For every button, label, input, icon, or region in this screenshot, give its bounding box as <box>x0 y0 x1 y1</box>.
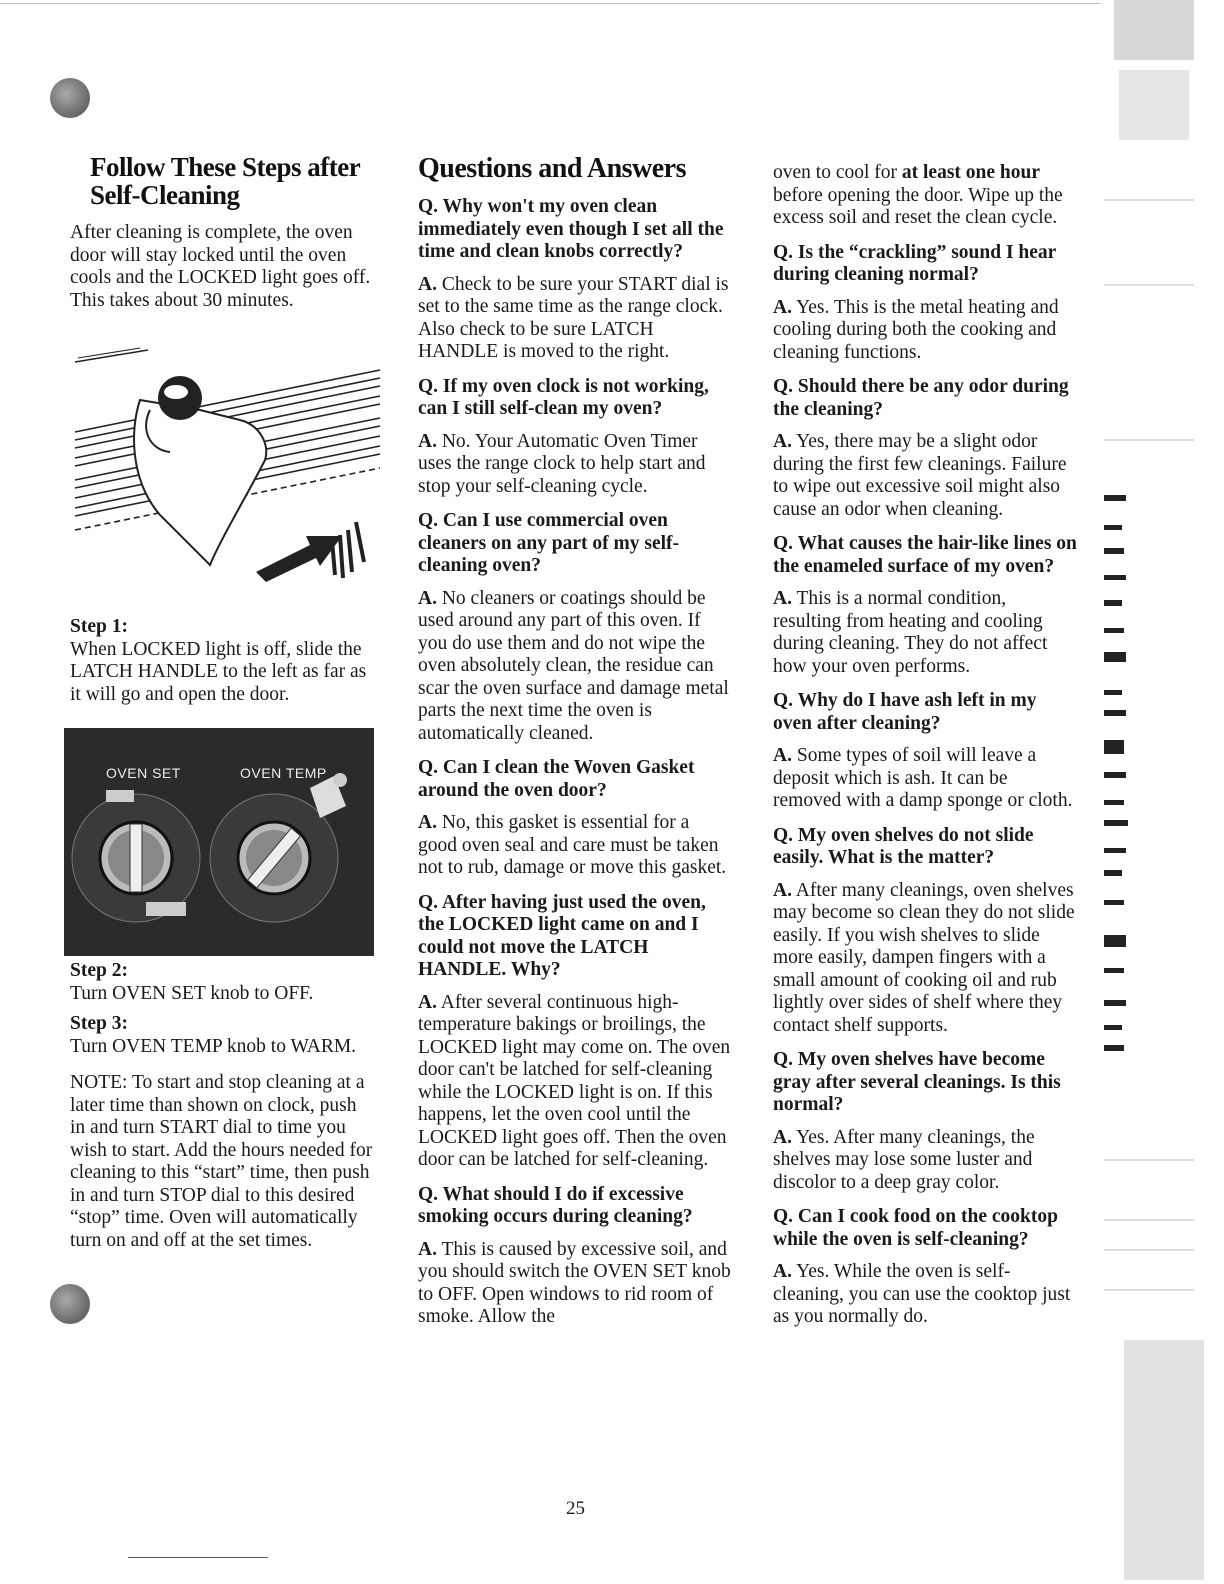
answer <box>418 1239 733 1329</box>
intro-text: After cleaning is complete, the oven door will stay locked until the oven cools and the LOCKED light goes off. This takes about 30 minutes. <box>70 222 371 311</box>
continued-text-bold: at least one hour <box>901 162 1041 183</box>
qa-heading: Questions and Answers <box>418 153 687 184</box>
page-top-rule <box>0 3 1100 4</box>
heading-line1: Follow These Steps after <box>90 152 361 182</box>
section-heading <box>90 153 360 209</box>
answer <box>418 588 733 746</box>
latch-handle-illustration <box>70 340 390 605</box>
question: Q. What should I do if excessive smoking occurs during cleaning? <box>418 1183 693 1227</box>
answer <box>773 588 1078 678</box>
answer <box>418 812 733 880</box>
answer <box>773 431 1078 521</box>
question: Q. My oven shelves do not slide easily. What is the matter? <box>773 824 1034 868</box>
continued-answer <box>773 162 1078 230</box>
answer-lead: A. <box>773 745 792 766</box>
step2-title: Step 2: <box>70 960 128 981</box>
answer-text: This is caused by excessive soil, and you should switch the OVEN SET knob to OFF. Open windows to rid room of smoke. Allow the <box>418 1238 731 1327</box>
oven-control-panel-photo <box>64 728 374 956</box>
qa-list-col2 <box>418 196 733 1329</box>
qa-item <box>773 1206 1078 1329</box>
answer-lead: A. <box>773 588 792 609</box>
answer <box>773 880 1078 1038</box>
qa-item <box>773 825 1078 1038</box>
answer-text: After several continuous high-temperature bakings or broilings, the LOCKED light may come on. The oven door can't be latched for self-cleaning while the LOCKED light is on. If this happens, let the oven cool until the LOCKED light goes off. Then the oven door can be latched for self-cleaning. <box>418 991 731 1170</box>
answer <box>418 431 733 499</box>
answer-lead: A. <box>418 587 437 609</box>
qa-item <box>773 1049 1078 1194</box>
step3 <box>70 1013 375 1058</box>
answer-lead: A. <box>418 430 437 452</box>
question: Q. If my oven clock is not working, can I still self-clean my oven? <box>418 375 709 419</box>
question: Q. Should there be any odor during the cleaning? <box>773 376 1069 420</box>
answer-lead: A. <box>418 991 437 1013</box>
continued-text-pre: oven to cool for <box>773 162 902 183</box>
question: Q. My oven shelves have become gray after several cleanings. Is this normal? <box>773 1049 1061 1115</box>
binder-hole-top <box>50 78 90 118</box>
question: Q. What causes the hair-like lines on the enameled surface of my oven? <box>773 533 1077 577</box>
qa-item <box>418 1184 733 1329</box>
qa-item <box>418 892 733 1172</box>
question: Q. Why do I have ash left in my oven after cleaning? <box>773 690 1037 734</box>
answer-text: Yes. After many cleanings, the shelves may lose some luster and discolor to a deep gray color. <box>773 1126 1035 1193</box>
answer <box>773 297 1078 365</box>
answer-text: No, this gasket is essential for a good oven seal and care must be taken not to rub, damage or move this gasket. <box>418 812 727 878</box>
qa-item <box>418 376 733 499</box>
answer-text: Yes. This is the metal heating and cooling during both the cooking and cleaning functions. <box>773 296 1059 363</box>
answer-text: Yes. While the oven is self-cleaning, you can use the cooktop just as you normally do. <box>773 1261 1071 1327</box>
qa-item <box>418 510 733 745</box>
answer-lead: A. <box>773 1126 792 1148</box>
oven-temp-label: OVEN TEMP <box>240 765 327 781</box>
step3-title: Step 3: <box>70 1013 128 1034</box>
answer-text: No cleaners or coatings should be used around any part of this oven. If you do use them and do not wipe the oven absolutely clean, the residue can scar the oven surface and damage metal parts the next time the oven is automatically cleaned. <box>418 587 729 744</box>
question: Q. Can I cook food on the cooktop while the oven is self-cleaning? <box>773 1206 1058 1250</box>
answer <box>418 992 733 1172</box>
note <box>70 1072 375 1252</box>
step3-text: Turn OVEN TEMP knob to WARM. <box>70 1035 357 1057</box>
answer-text: After many cleanings, oven shelves may become so clean they do not slide easily. If you wish shelves to slide more easily, dampen fingers with a small amount of cooking oil and rub lightly over sides of shelf where they contact shelf supports. <box>773 879 1075 1036</box>
answer-text: Some types of soil will leave a deposit which is ash. It can be removed with a damp sponge or cloth. <box>773 745 1073 811</box>
question: Q. After having just used the oven, the LOCKED light came on and I could not move the LATCH HANDLE. Why? <box>418 891 706 980</box>
answer-lead: A. <box>773 1261 792 1282</box>
continued-text-post: before opening the door. Wipe up the excess soil and reset the clean cycle. <box>773 184 1063 228</box>
binder-hole-bottom <box>50 1284 90 1324</box>
answer-text: Check to be sure your START dial is set to the same time as the range clock. Also check to be sure LATCH HANDLE is moved to the right. <box>418 273 729 362</box>
answer-text: No. Your Automatic Oven Timer uses the range clock to help start and stop your self-cleaning cycle. <box>418 430 706 497</box>
note-text: To start and stop cleaning at a later time than shown on clock, push in and turn START dial to time you wish to start. Add the hours needed for cleaning to this “start” time, then push in and turn STOP dial to this desired “stop” time. Oven will automatically turn on and off at the set times. <box>70 1072 373 1251</box>
step1-title: Step 1: <box>70 616 128 637</box>
heading-line2: Self-Cleaning <box>90 180 240 210</box>
step2 <box>70 960 375 1005</box>
qa-item <box>773 376 1078 521</box>
page-number: 25 <box>566 1498 585 1519</box>
question: Q. Why won't my oven clean immediately even though I set all the time and clean knobs correctly? <box>418 196 724 262</box>
answer-lead: A. <box>773 879 792 901</box>
answer <box>418 274 733 364</box>
answer-text: Yes, there may be a slight odor during the first few cleanings. Failure to wipe out excessive soil might also cause an odor when cleaning. <box>773 431 1067 520</box>
answer-text: This is a normal condition, resulting from heating and cooling during cleaning. They do not affect how your oven performs. <box>773 588 1048 677</box>
qa-list-col3 <box>773 162 1078 1329</box>
answer-lead: A. <box>418 273 437 295</box>
answer <box>773 1127 1078 1195</box>
step1-text: When LOCKED light is off, slide the LATCH HANDLE to the left as far as it will go and open the door. <box>70 638 367 705</box>
step2-text: Turn OVEN SET knob to OFF. <box>70 982 314 1004</box>
bottom-rule <box>128 1557 268 1558</box>
note-lead: NOTE: <box>70 1072 128 1093</box>
question: Q. Is the “crackling” sound I hear during cleaning normal? <box>773 241 1056 285</box>
answer-lead: A. <box>773 431 792 452</box>
question: Q. Can I clean the Woven Gasket around the oven door? <box>418 757 695 801</box>
qa-item <box>773 690 1078 813</box>
scan-edge-artifacts <box>1104 0 1224 1584</box>
answer <box>773 1261 1078 1329</box>
step1 <box>70 616 375 706</box>
qa-item <box>418 757 733 880</box>
answer-lead: A. <box>773 296 792 318</box>
answer-lead: A. <box>418 812 437 833</box>
qa-item <box>418 196 733 364</box>
answer-lead: A. <box>418 1238 437 1260</box>
answer <box>773 745 1078 813</box>
oven-set-label: OVEN SET <box>106 765 181 781</box>
qa-item <box>773 533 1078 678</box>
qa-item <box>773 242 1078 365</box>
question: Q. Can I use commercial oven cleaners on any part of my self-cleaning oven? <box>418 510 680 576</box>
